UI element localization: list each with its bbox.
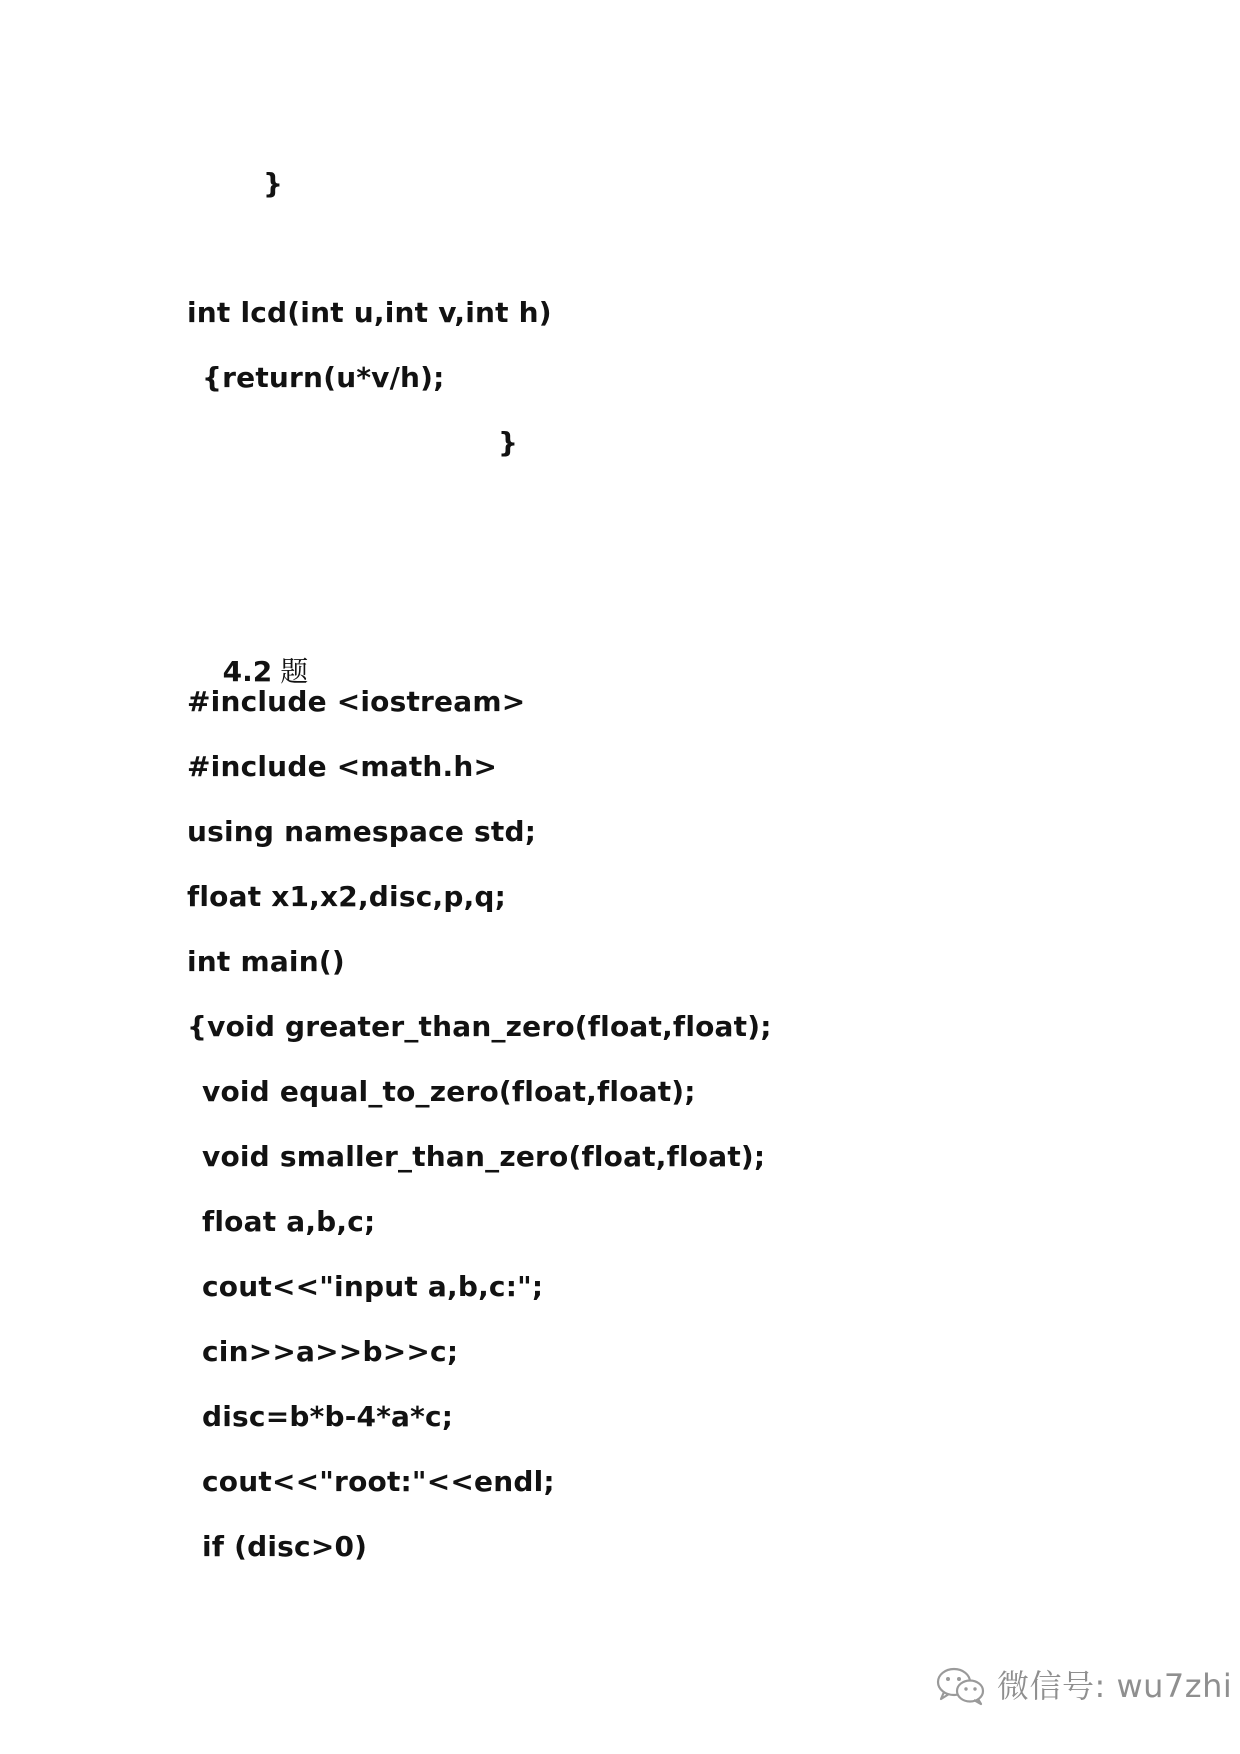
float-abc-line: float a,b,c; xyxy=(202,1205,376,1238)
using-namespace-line: using namespace std; xyxy=(187,815,537,848)
lcd-closing-brace: } xyxy=(498,426,519,459)
include-math-line: #include <math.h> xyxy=(187,750,498,783)
equal-to-zero-decl: void equal_to_zero(float,float); xyxy=(202,1075,696,1108)
section-number: 4.2 xyxy=(222,655,273,688)
smaller-than-zero-decl: void smaller_than_zero(float,float); xyxy=(202,1140,766,1173)
disc-assignment-line: disc=b*b-4*a*c; xyxy=(202,1400,454,1433)
watermark-text: 微信号: wu7zhi xyxy=(997,1667,1233,1705)
main-signature-line: int main() xyxy=(187,945,345,978)
closing-brace-line: } xyxy=(263,167,284,200)
section-label: 题 xyxy=(280,655,309,688)
lcd-return-line: {return(u*v/h); xyxy=(202,361,445,394)
cout-input-line: cout<<"input a,b,c:"; xyxy=(202,1270,544,1303)
if-disc-line: if (disc>0) xyxy=(202,1530,368,1563)
lcd-function-signature: int lcd(int u,int v,int h) xyxy=(187,296,552,329)
float-globals-line: float x1,x2,disc,p,q; xyxy=(187,880,507,913)
greater-than-zero-decl: {void greater_than_zero(float,float); xyxy=(187,1010,772,1043)
include-iostream-line: #include <iostream> xyxy=(187,685,526,718)
cout-root-line: cout<<"root:"<<endl; xyxy=(202,1465,555,1498)
wechat-watermark xyxy=(935,1664,1232,1708)
wechat-icon xyxy=(935,1666,987,1706)
cin-line: cin>>a>>b>>c; xyxy=(202,1335,459,1368)
